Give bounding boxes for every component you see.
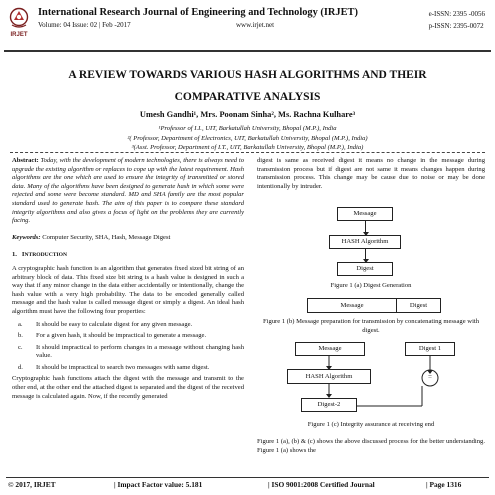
intro-paragraph: A cryptographic hash function is an algorithm that generates fixed sized bit string of an arbitrary block of data. This fixed size bit string is a hash value is designed in such a way that if any minor change in the data either accidentally or intentionally, change the hash value with a very high probability. The data to be encoded generally called message and the hash value is called message digest or simply a digest. An ideal hash algorithm must have the following four properties: — [12, 264, 244, 315]
abstract — [12, 157, 244, 226]
hash-algorithm-box: HASH Algorithm — [287, 369, 371, 384]
hash-algorithm-box: HASH Algorithm — [329, 235, 401, 249]
section-title-initial: I — [21, 251, 25, 259]
section-number: 1. — [12, 251, 17, 259]
right-column-bottom: Figure 1 (a), (b) & (c) shows the above discussed process for the better understanding. Figure 1 (a) shows the — [257, 438, 485, 454]
irjet-logo-icon — [9, 7, 29, 29]
abstract-text: Today, with the development of modern technologies, there is always need to upgrade the existing algorithm or replaces to cope up with the latest requirement. Hash algorithms are the one which are used to ensure the integrity of transmitted or stored data. Many of the algorithms have been designed to generate hash in which some were rejected and some were become standard. MD and SHA family are the most popular standard used to generate hash. The aim of this paper is to compare these standard integrity algorithms and also gives a focus of light on the problems they are currently facing. — [12, 157, 244, 225]
digest-box: Digest — [396, 298, 441, 313]
arrow-down — [365, 249, 366, 262]
figure-1b — [257, 298, 485, 340]
equals-comparator: = — [428, 373, 432, 381]
list-marker: a. — [18, 320, 23, 328]
message-box: Message — [307, 298, 397, 313]
p-issn: p-ISSN: 2395-0072 — [428, 22, 484, 30]
title-line-1: A REVIEW TOWARDS VARIOUS HASH ALGORITHMS AND THEIR — [68, 69, 427, 81]
author-list: Umesh Gandhi¹, Mrs. Poonam Sinha², Ms. Rachna Kulhare³ — [139, 110, 356, 119]
figure-1a — [257, 202, 485, 294]
paper-title — [10, 64, 485, 108]
title-line-2: COMPARATIVE ANALYSIS — [174, 91, 321, 103]
message-box: Message — [337, 207, 393, 221]
section-separator — [10, 152, 485, 153]
digest-box: Digest — [337, 262, 393, 276]
keywords — [12, 234, 244, 243]
list-marker: d. — [18, 363, 23, 371]
list-text: For a given hash, it should be impractical to generate a message. — [36, 332, 207, 340]
footer-impact-factor: | Impact Factor value: 5.181 — [114, 480, 203, 489]
issn-block — [429, 8, 485, 32]
section-heading-introduction — [12, 251, 244, 260]
keywords-text: Computer Security, SHA, Hash, Message Digest — [40, 233, 171, 241]
abstract-label: Abstract: — [12, 157, 39, 164]
journal-website[interactable]: www.irjet.net — [236, 21, 275, 29]
list-text: It should be impractical to search two messages with same digest. — [36, 363, 210, 371]
header-divider — [4, 50, 491, 52]
intro-paragraph-2: Cryptographic hash functions attach the digest with the message and transmit to the other end, at the other end the attached digest is separated and the digest of the received message is calculated again. Now, if the recently generated — [12, 375, 244, 400]
figure-1c-caption: Figure 1 (c) Integrity assurance at receiving end — [307, 421, 435, 428]
footer-page-number: | Page 1316 — [426, 480, 462, 489]
journal-name: International Research Journal of Engineering and Technology (IRJET) — [38, 7, 358, 18]
right-column-top: digest is same as received digest it means no change in the message during transmission process but if digest are not same it means changes happen during transmission process. This change may be cause due to noise or may be done intentionally by intruder. — [257, 157, 485, 190]
affiliation-2: ²( Professor, Department of Electronics, UIT, Barkatullah University, Bhopal (M.P.), India) — [127, 134, 368, 142]
list-text: It should be easy to calculate digest for any given message. — [36, 320, 193, 328]
arrow-down — [365, 221, 366, 235]
journal-header — [4, 4, 491, 52]
keywords-label: Keywords: — [12, 233, 41, 241]
footer-iso: | ISO 9001:2008 Certified Journal — [268, 480, 375, 489]
list-marker: c. — [18, 343, 23, 351]
message-box: Message — [295, 342, 365, 356]
affiliation-1: ¹Professor of I.I., UIT, Barkatullah University, Bhopal (M.P.), India — [158, 125, 337, 132]
affiliation-3: ³(Asst. Professor, Department of I.T., UIT, Barkatullah University, Bhopal (M.P.), India) — [131, 144, 364, 151]
logo-text: IRJET — [10, 32, 28, 38]
figure-1b-caption: Figure 1 (b) Message preparation for transmission by concatenating message with digest. — [262, 318, 480, 334]
volume-issue: Volume: 04 Issue: 02 | Feb -2017 — [38, 21, 131, 29]
list-item — [12, 344, 244, 361]
e-issn: e-ISSN: 2395 -0056 — [428, 10, 485, 18]
affiliations — [10, 124, 485, 153]
footer-divider — [6, 477, 489, 478]
digest-1-box: Digest 1 — [405, 342, 455, 356]
section-title-rest: NTRODUCTION — [24, 252, 68, 259]
properties-list — [12, 321, 244, 373]
digest-2-box: Digest-2 — [301, 398, 357, 412]
list-item — [12, 321, 244, 330]
journal-logo — [6, 6, 32, 46]
figure-1a-caption: Figure 1 (a) Digest Generation — [330, 282, 412, 289]
left-column — [12, 157, 244, 401]
list-text: It should impractical to perform changes in a message without changing hash value. — [36, 343, 244, 360]
list-item — [12, 332, 244, 341]
list-item — [12, 364, 244, 373]
list-marker: b. — [18, 332, 23, 340]
figure-1c — [257, 338, 485, 446]
footer-copyright: © 2017, IRJET — [8, 480, 56, 489]
